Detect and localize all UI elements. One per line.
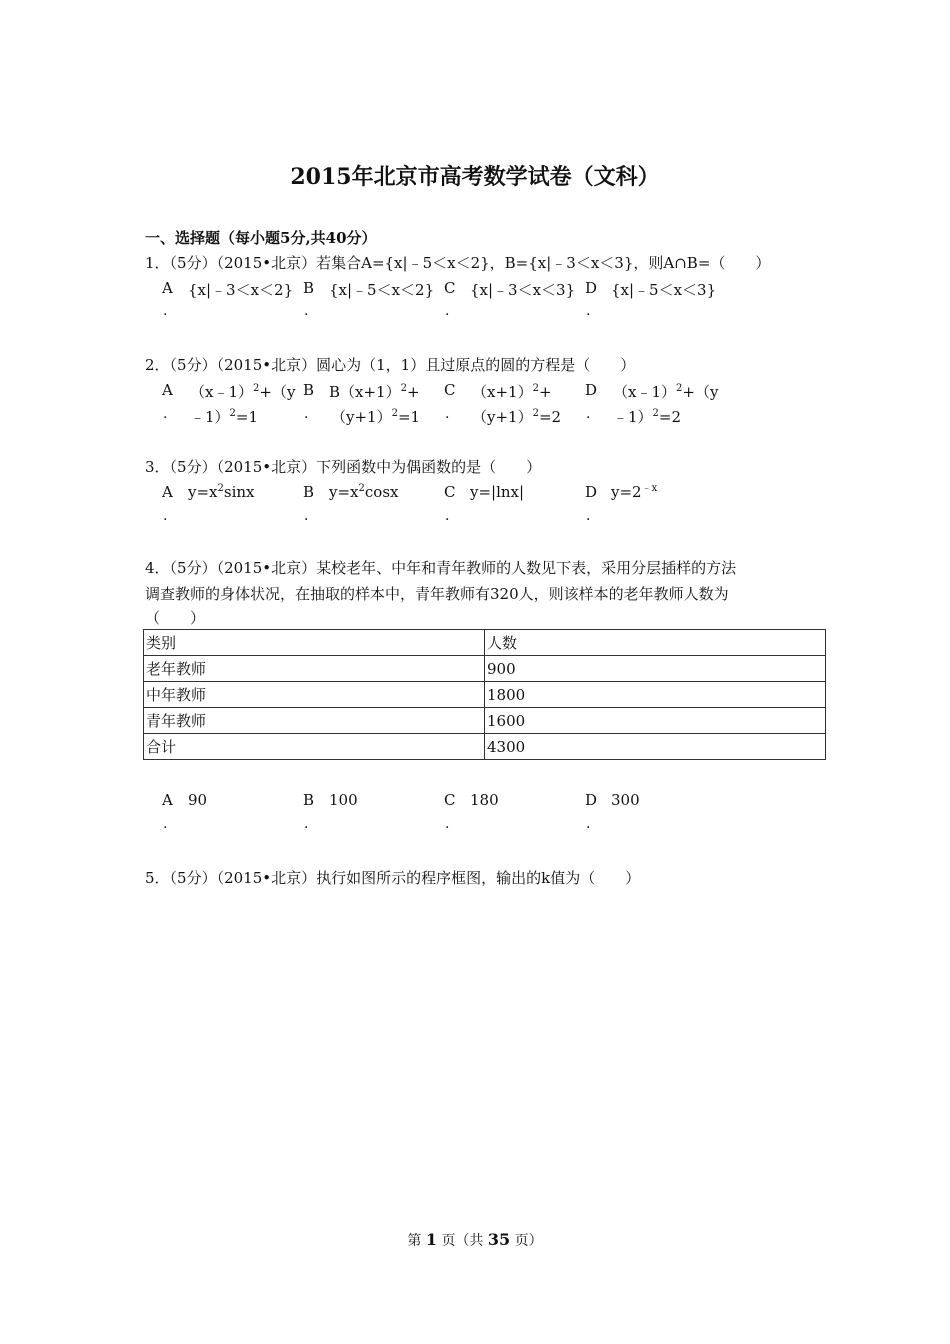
question-5-stem: 5．（5分）（2015•北京）执行如图所示的程序框图，输出的k值为（ ） xyxy=(145,869,641,887)
option-b-letter: B xyxy=(303,279,315,297)
table-cell: 老年教师 xyxy=(144,656,485,682)
option-a-letter: A xyxy=(162,483,173,501)
option-c: {x|﹣3＜x＜3} xyxy=(470,281,576,299)
table-cell: 4300 xyxy=(485,734,826,760)
option-dot: . xyxy=(163,303,168,319)
table-header-cell: 人数 xyxy=(485,630,826,656)
option-d: 300 xyxy=(611,791,640,809)
option-dot: . xyxy=(163,816,168,832)
question-3-stem: 3．（5分）（2015•北京）下列函数中为偶函数的是（ ） xyxy=(145,458,542,476)
option-dot: . xyxy=(586,508,591,524)
option-d-letter: D xyxy=(585,791,598,809)
option-b-letter: B xyxy=(303,381,315,399)
option-a-line1: （x﹣1）$^2$+（y xyxy=(190,383,296,401)
option-a: $y=x^2\sin x$ xyxy=(188,483,255,501)
option-a-letter: A xyxy=(162,381,173,399)
option-b: {x|﹣5＜x＜2} xyxy=(329,281,435,299)
option-b-letter: B xyxy=(303,483,315,501)
table-cell: 中年教师 xyxy=(144,682,485,708)
option-dot: . xyxy=(586,303,591,319)
page-number: 1 xyxy=(425,1230,437,1249)
table-row xyxy=(144,708,826,734)
option-dot: . xyxy=(445,816,450,832)
option-c-letter: C xyxy=(444,483,456,501)
option-dot: . xyxy=(304,303,309,319)
page-total: 35 xyxy=(487,1230,511,1249)
option-d: {x|﹣5＜x＜3} xyxy=(611,281,717,299)
question-4-stem-line1: 4．（5分）（2015•北京）某校老年、中年和青年教师的人数见下表，采用分层插样的方法 xyxy=(145,559,737,577)
option-dot: . xyxy=(445,406,450,422)
option-c-line1: $(x+1)^2+$ xyxy=(472,383,552,401)
table-row xyxy=(144,656,826,682)
option-b-line2: $(y+1)^2=1$ xyxy=(331,408,421,426)
option-dot: . xyxy=(163,406,168,422)
option-d-letter: D xyxy=(585,279,598,297)
table-header-cell: 类别 xyxy=(144,630,485,656)
table-row xyxy=(144,630,826,656)
option-d-line1: （x﹣1）$^2$+（y xyxy=(613,383,719,401)
option-dot: . xyxy=(163,508,168,524)
option-dot: . xyxy=(586,406,591,422)
option-d-letter: D xyxy=(585,381,598,399)
table-cell: 青年教师 xyxy=(144,708,485,734)
table-cell: 900 xyxy=(485,656,826,682)
option-d-line2: ﹣1）$^2$=2 xyxy=(613,408,682,426)
option-c: 180 xyxy=(470,791,499,809)
section-heading: 一、选择题（每小题5分,共40分） xyxy=(145,229,377,247)
option-a: {x|﹣3＜x＜2} xyxy=(188,281,294,299)
option-a: 90 xyxy=(188,791,208,809)
option-a-letter: A xyxy=(162,791,173,809)
table-cell: 1800 xyxy=(485,682,826,708)
option-c-letter: C xyxy=(444,791,456,809)
page-title: 2015年北京市高考数学试卷（文科） xyxy=(290,164,660,190)
option-c-letter: C xyxy=(444,279,456,297)
option-dot: . xyxy=(445,508,450,524)
table-row xyxy=(144,734,826,760)
option-dot: . xyxy=(586,816,591,832)
option-dot: . xyxy=(304,406,309,422)
teacher-count-table xyxy=(143,629,826,760)
option-b-letter: B xyxy=(303,791,315,809)
question-4-stem-line2: 调查教师的身体状况，在抽取的样本中，青年教师有320人，则该样本的老年教师人数为 xyxy=(145,585,729,603)
option-c: y=|lnx| xyxy=(470,483,525,501)
page-footer: 第 1 页（共 35 页） xyxy=(407,1230,543,1249)
option-d: $y=2^{﹣x}$ xyxy=(611,483,658,501)
option-dot: . xyxy=(304,816,309,832)
option-b-line1: $B(x+1)^2+$ xyxy=(329,383,420,401)
question-1-stem: 1．（5分）（2015•北京）若集合A={x|﹣5＜x＜2}，B={x|﹣3＜x＜3}，则A∩B=（ ） xyxy=(145,254,771,272)
option-c-letter: C xyxy=(444,381,456,399)
option-b: $y=x^2\cos x$ xyxy=(329,483,399,501)
table-row xyxy=(144,682,826,708)
option-a-letter: A xyxy=(162,279,173,297)
question-4-stem-line3: （ ） xyxy=(145,609,206,627)
option-dot: . xyxy=(445,303,450,319)
option-d-letter: D xyxy=(585,483,598,501)
option-b: 100 xyxy=(329,791,358,809)
option-a-line2: ﹣1）$^2$=1 xyxy=(190,408,259,426)
question-2-stem: 2．（5分）（2015•北京）圆心为（1，1）且过原点的圆的方程是（ ） xyxy=(145,356,636,374)
table-cell: 1600 xyxy=(485,708,826,734)
option-dot: . xyxy=(304,508,309,524)
table-cell: 合计 xyxy=(144,734,485,760)
option-c-line2: $(y+1)^2=2$ xyxy=(472,408,562,426)
